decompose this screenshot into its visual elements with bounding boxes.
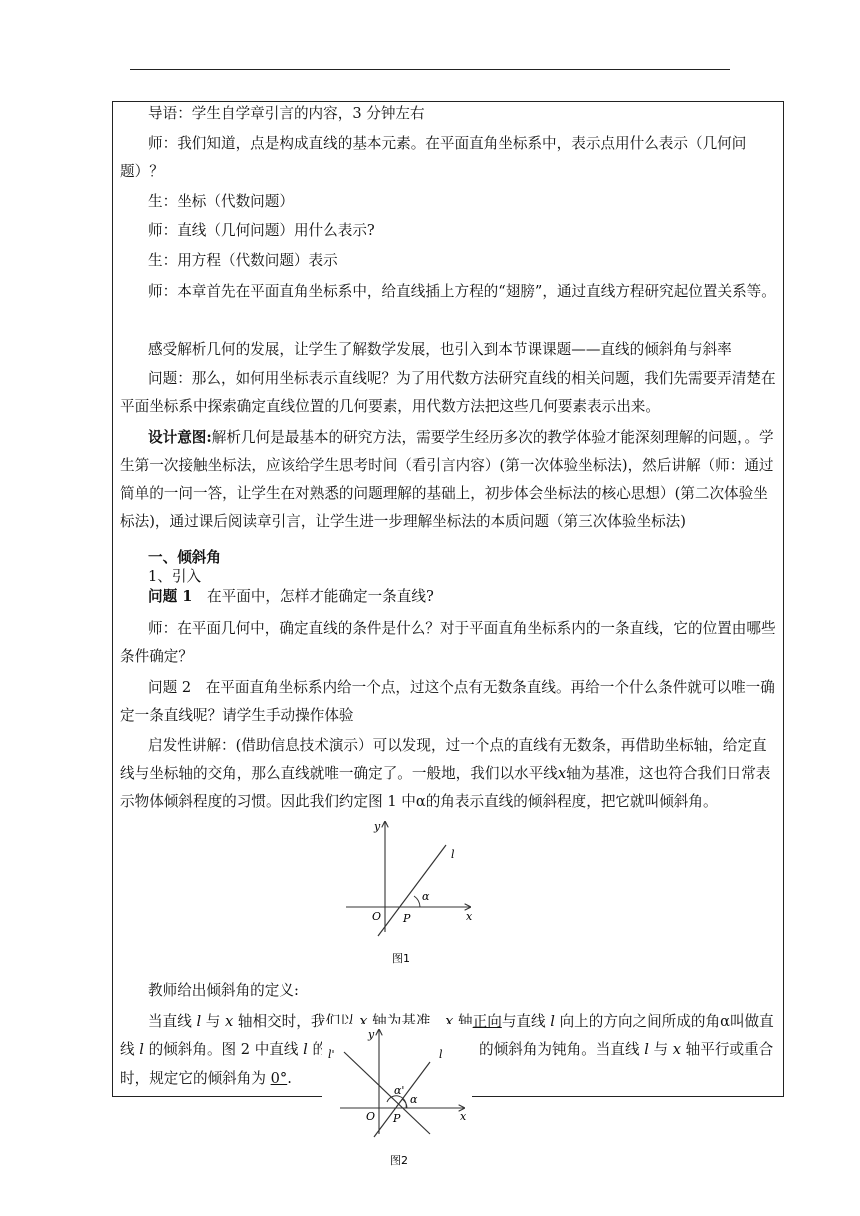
definition-line-1: 当直线 l 与 x 轴相交时，我们以 x 轴为基准，x 轴正向与直线 l 向上的方向之间所成的角α叫做直 [148, 1013, 774, 1030]
figure-1 [340, 812, 490, 972]
heuristic-explanation: 启发性讲解：(借助信息技术演示）可以发现，过一个点的直线有无数条，再借助坐标轴，给定直线与坐标轴的交角，那么直线就唯一确定了。一般地，我们以水平线x轴为基准，这也符合我们日常表示物体倾斜程度的习惯。因此我们约定图 1 中α的角表示直线的倾斜程度，把它就叫倾斜角。 [120, 737, 771, 810]
fig2-angle-label: α [410, 1093, 418, 1106]
topic-intro-line: 感受解析几何的发展，让学生了解数学发展，也引入到本节课课题——直线的倾斜角与斜率 [148, 341, 732, 358]
problem-1-text: 在平面中，怎样才能确定一条直线? [192, 588, 434, 605]
fig1-angle-arc [414, 896, 420, 907]
teacher-line-3: 师：本章首先在平面直角坐标系中，给直线插上方程的“翅膀”，通过直线方程研究起位置关系等。 [148, 283, 776, 300]
definition-line-3: 时，规定它的倾斜角为 0°. [120, 1070, 292, 1087]
intro-line: 导语：学生自学章引言的内容，3 分钟左右 [148, 105, 425, 122]
fig2-x-label: x [460, 1110, 467, 1123]
student-line-2: 生：用方程（代数问题）表示 [148, 252, 338, 269]
fig1-angle-label: α [422, 890, 430, 903]
fig2-point-label: P [393, 1112, 401, 1125]
design-intent-text: 解析几何是最基本的研究方法，需要学生经历多次的教学体验才能深刻理解的问题，。学生第一次接触坐标法，应该给学生思考时间（看引言内容）(第一次体验坐标法)，然后讲解（师：通过简单的一问一答，让学生在对熟悉的问题理解的基础上，初步体会坐标法的核心思想）(第二次体验坐标法)，通过课后阅读章引言，让学生进一步理解坐标法的本质问题（第三次体验坐标法) [120, 429, 774, 530]
teacher-line-4: 师：在平面几何中，确定直线的条件是什么？对于平面直角坐标系内的一条直线，它的位置由哪些条件确定？ [120, 620, 776, 665]
design-intent [120, 424, 776, 536]
question-line: 问题：那么，如何用坐标表示直线呢？为了用代数方法研究直线的相关问题，我们先需要弄清楚在平面坐标系中探索确定直线位置的几何要素，用代数方法把这些几何要素表示出来。 [120, 370, 776, 415]
fig2-caption: 图2 [390, 1154, 408, 1167]
fig2-origin-label: O [366, 1110, 376, 1123]
section-heading: 一、倾斜角 [148, 549, 221, 566]
definition-intro: 教师给出倾斜角的定义: [148, 982, 299, 999]
teacher-line-1: 师：我们知道，点是构成直线的基本元素。在平面直角坐标系中，表示点用什么表示（几何问题）？ [120, 135, 747, 180]
fig1-origin-label: O [372, 910, 382, 923]
fig1-y-label: y [374, 820, 381, 833]
fig2-line-label: l [439, 1048, 443, 1061]
problem-2: 问题 2 在平面直角坐标系内给一个点，过这个点有无数条直线。再给一个什么条件就可以唯一确定一条直线呢？请学生手动操作体验 [120, 679, 775, 724]
subsection-heading: 1、引入 [148, 568, 202, 585]
fig1-caption: 图1 [392, 952, 410, 965]
fig1-point-label: P [403, 912, 411, 925]
fig2-angle2-label: α' [394, 1084, 405, 1097]
design-intent-label: 设计意图: [148, 429, 212, 446]
student-line-1: 生：坐标（代数问题） [148, 193, 294, 210]
fig2-line2-label: l' [328, 1048, 335, 1061]
definition-line-2: 线 l 的倾斜角。图 2 中直线 l 的 的倾斜角为钝角。当直线 l 与 x 轴平行或重合 [120, 1041, 774, 1058]
header-rule [130, 69, 730, 70]
fig2-y-label: y [368, 1028, 375, 1041]
fig1-line-label: l [451, 848, 455, 861]
problem-1 [120, 587, 776, 607]
problem-1-label: 问题 1 [148, 588, 193, 605]
teacher-line-2: 师：直线（几何问题）用什么表示? [148, 222, 375, 239]
figure-2 [322, 1024, 472, 1174]
fig1-x-label: x [466, 910, 473, 923]
fig1-line-l [378, 845, 446, 936]
